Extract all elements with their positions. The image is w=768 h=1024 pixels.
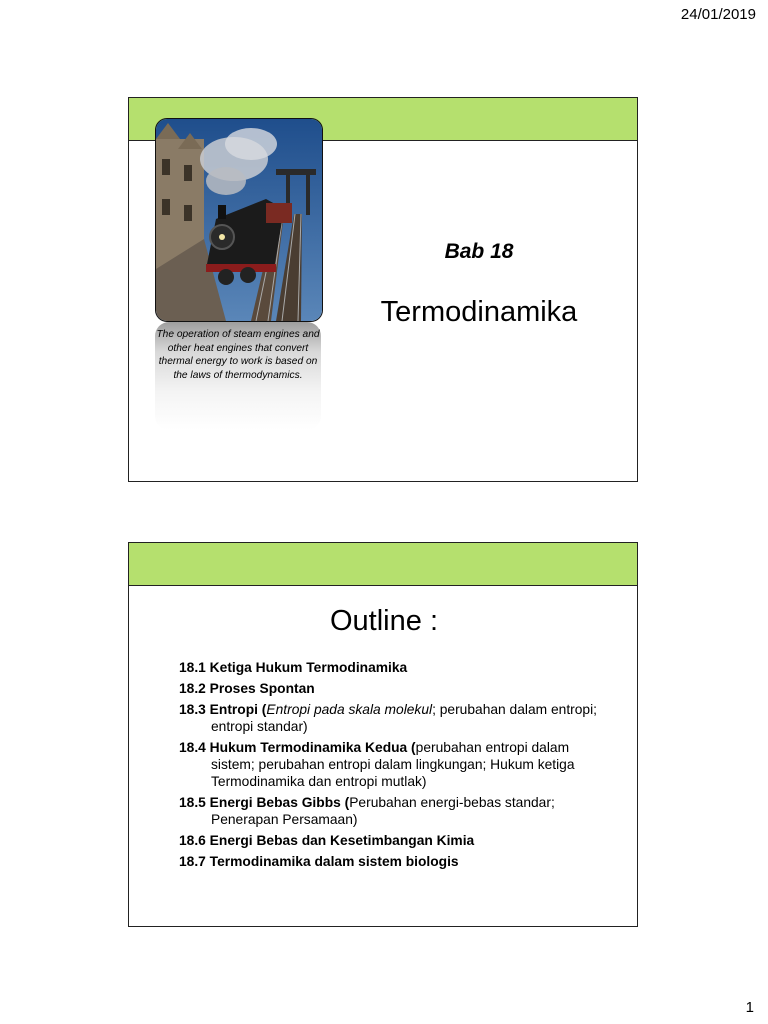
outline-item-heading: 18.6 Energi Bebas dan Kesetimbangan Kimia: [179, 833, 475, 848]
outline-item: [179, 832, 599, 849]
outline-item: [179, 659, 599, 676]
outline-item-heading: 18.1 Ketiga Hukum Termodinamika: [179, 660, 408, 675]
slide-2-header-band: [129, 543, 637, 586]
slide-1: [128, 97, 638, 482]
outline-item: [179, 739, 599, 790]
chapter-label: Bab 18: [444, 240, 514, 263]
outline-item-heading: 18.2 Proses Spontan: [179, 681, 315, 696]
outline-list: [179, 659, 599, 874]
outline-item-detail: ; perubahan dalam entropi; entropi standar): [211, 702, 597, 734]
slide-2: [128, 542, 638, 927]
outline-item-heading: 18.3 Entropi (: [179, 702, 267, 717]
outline-title: Outline :: [330, 605, 438, 637]
outline-item: [179, 680, 599, 697]
outline-item-heading: 18.7 Termodinamika dalam sistem biologis: [179, 854, 459, 869]
outline-item-heading: 18.4 Hukum Termodinamika Kedua (: [179, 740, 416, 755]
photo-caption: The operation of steam engines and other heat engines that convert thermal energy to work is based on the laws of thermodynamics.: [156, 329, 320, 381]
page-number: 1: [745, 999, 754, 1016]
slide-1-title: Termodinamika: [380, 296, 578, 328]
outline-item-italic: Entropi pada skala molekul: [266, 702, 433, 717]
outline-item-heading: 18.5 Energi Bebas Gibbs (: [179, 795, 350, 810]
document-date: 24/01/2019: [680, 6, 756, 23]
outline-item-detail: Perubahan energi-bebas standar; Penerapan Persamaan): [211, 795, 555, 827]
outline-item: [179, 794, 599, 828]
outline-item: [179, 853, 599, 870]
outline-item: [179, 701, 599, 735]
steam-train-photo: [155, 118, 323, 322]
outline-item-detail: perubahan entropi dalam sistem; perubahan entropi dalam lingkungan; Hukum ketiga Termodinamika dan entropi mutlak): [211, 740, 575, 789]
